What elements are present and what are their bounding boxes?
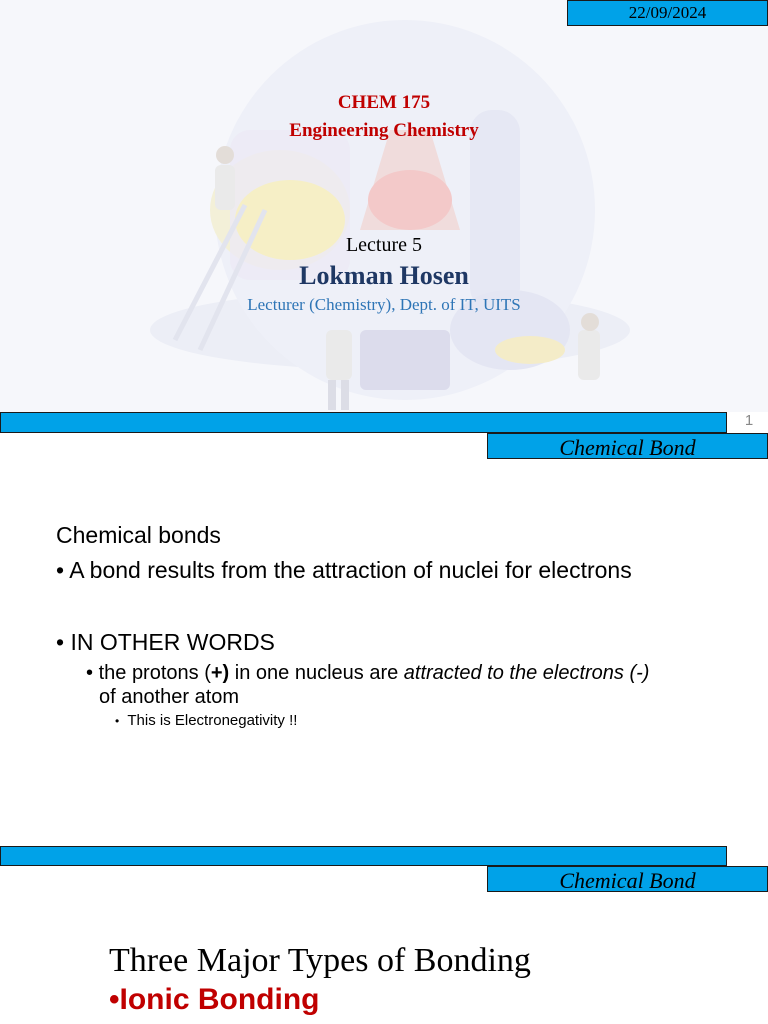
section-header-label: Chemical Bond xyxy=(559,435,696,460)
date-banner xyxy=(567,0,768,26)
bullet-item xyxy=(109,983,319,1017)
sub-sub-bullet-item xyxy=(115,712,297,729)
sub-bullet-text-d: attracted to the electrons (-) xyxy=(403,662,650,684)
bullet-dot: • xyxy=(115,714,120,728)
sub-bullet-text-c: in one nucleus are xyxy=(229,662,404,684)
sub-sub-bullet-text: This is Electronegativity !! xyxy=(127,712,298,729)
bullet-text: A bond results from the attraction of nuclei for electrons xyxy=(69,557,632,583)
bullet-item xyxy=(56,557,632,584)
bullet-text: IN OTHER WORDS xyxy=(70,629,275,655)
footer-bar xyxy=(0,412,727,433)
course-name: Engineering Chemistry xyxy=(289,120,479,141)
slide-heading: Three Major Types of Bonding xyxy=(109,942,531,979)
section-header xyxy=(487,866,768,892)
sub-bullet-text-a: the protons ( xyxy=(98,662,211,684)
sub-bullet-continuation: of another atom xyxy=(99,686,240,708)
footer-bar xyxy=(0,846,727,866)
title-slide xyxy=(0,0,768,412)
section-header xyxy=(487,433,768,459)
lecture-number: Lecture 5 xyxy=(345,234,423,256)
bullet-dot: • xyxy=(109,983,120,1016)
author-affiliation: Lecturer (Chemistry), Dept. of IT, UITS xyxy=(247,295,521,314)
date-label: 22/09/2024 xyxy=(628,3,707,22)
author-name: Lokman Hosen xyxy=(299,261,469,290)
page-number: 1 xyxy=(744,412,754,429)
lab-background-illustration xyxy=(0,0,768,412)
slide-heading: Chemical bonds xyxy=(56,522,221,548)
bullet-dot: • xyxy=(56,557,65,583)
bullet-dot: • xyxy=(86,662,94,684)
bullet-dot: • xyxy=(56,629,65,655)
section-header-label: Chemical Bond xyxy=(559,868,696,893)
bullet-text: Ionic Bonding xyxy=(119,983,320,1016)
bullet-item xyxy=(56,629,275,656)
sub-bullet-text-b: +) xyxy=(210,662,230,684)
sub-bullet-item xyxy=(86,661,746,685)
course-code: CHEM 175 xyxy=(337,92,431,113)
